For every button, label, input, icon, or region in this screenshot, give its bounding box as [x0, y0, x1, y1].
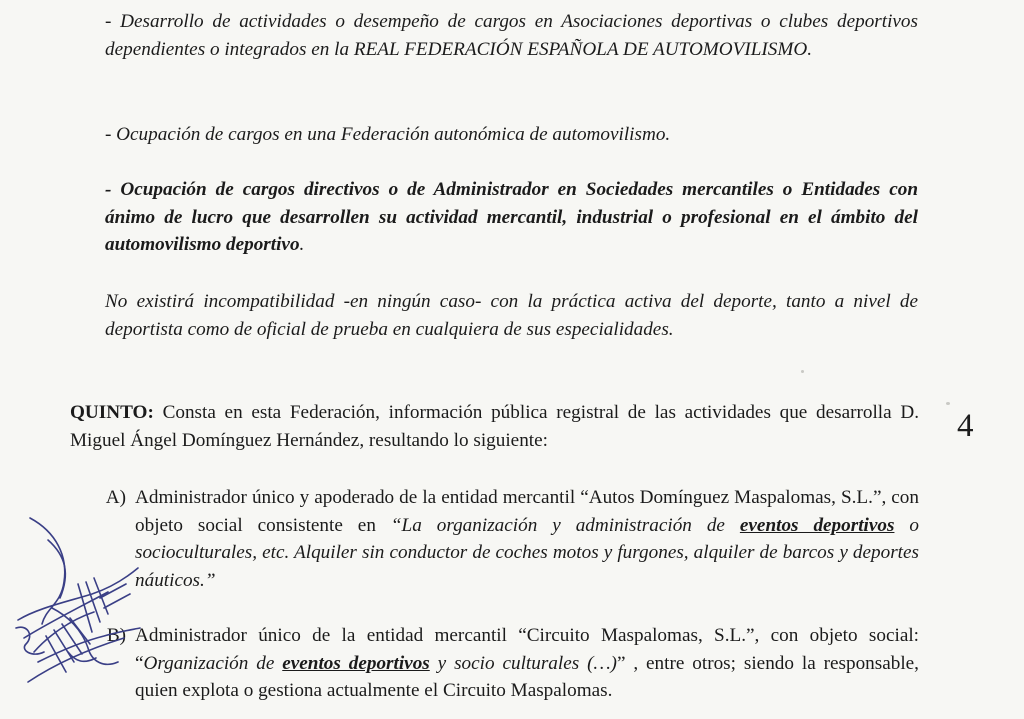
list-item-a-italic-a: “La organización y administración de — [390, 514, 740, 536]
scan-speck — [946, 402, 950, 405]
quinto-text: Consta en esta Federación, información pública registral de las actividades que desarrolla D. Miguel Ángel Domínguez Hernández, resultando lo siguiente: — [70, 402, 919, 451]
handwritten-signature — [8, 512, 148, 697]
paragraph-cargos-directivos-end: . — [299, 234, 305, 255]
list-item-b-text-a: Administrador único de la entidad mercantil “Circuito Maspalomas, S.L.”, con objeto social: “ — [135, 625, 919, 674]
paragraph-asociaciones: - Desarrollo de actividades o desempeño de cargos en Asociaciones deportivas o clubes deportivos dependientes o integrados en la REAL FEDERACIÓN ESPAÑOLA DE AUTOMOVILISMO. — [105, 11, 918, 60]
list-item-a — [135, 484, 919, 594]
page-number: 4 — [957, 408, 974, 444]
list-item-b — [135, 622, 919, 705]
paragraph-federacion-autonomica: - Ocupación de cargos en una Federación autonómica de automovilismo. — [105, 124, 671, 145]
paragraph-no-incompatibilidad: No existirá incompatibilidad -en ningún caso- con la práctica activa del deporte, tanto a nivel de deportista como de oficial de prueba en cualquiera de sus especialidades. — [105, 291, 918, 340]
list-item-b-italic-b: y socio culturales (…) — [429, 652, 617, 674]
list-marker-a: A) — [105, 487, 126, 508]
list-item-a-italic-b: o socioculturales, etc. Alquiler sin conductor de coches motos y furgones, alquiler de barcos y deportes náuticos.” — [135, 514, 919, 591]
list-item-b-highlight: eventos deportivos — [282, 652, 430, 674]
paragraph-cargos-directivos — [105, 176, 918, 259]
paragraph-cargos-directivos-bold: - Ocupación de cargos directivos o de Administrador en Sociedades mercantiles o Entidades con ánimo de lucro que desarrollen su actividad mercantil, industrial o profesional en el ámbito del automovilismo deportivo — [105, 179, 918, 255]
list-item-a-highlight: eventos deportivos — [739, 514, 895, 536]
list-marker-b: B) — [106, 625, 126, 646]
list-item-b-text-b: ” , entre otros; siendo la responsable, quien explota o gestiona actualmente el Circuito Maspalomas. — [135, 652, 919, 701]
list-item-b-italic-a: Organización de — [143, 652, 283, 674]
scan-speck — [801, 370, 804, 373]
list-item-a-text: Administrador único y apoderado de la entidad mercantil “Autos Domínguez Maspalomas, S.L.”, con objeto social consistente en — [135, 487, 919, 536]
quinto-label: QUINTO: — [70, 402, 154, 423]
paragraph-quinto — [70, 399, 919, 454]
